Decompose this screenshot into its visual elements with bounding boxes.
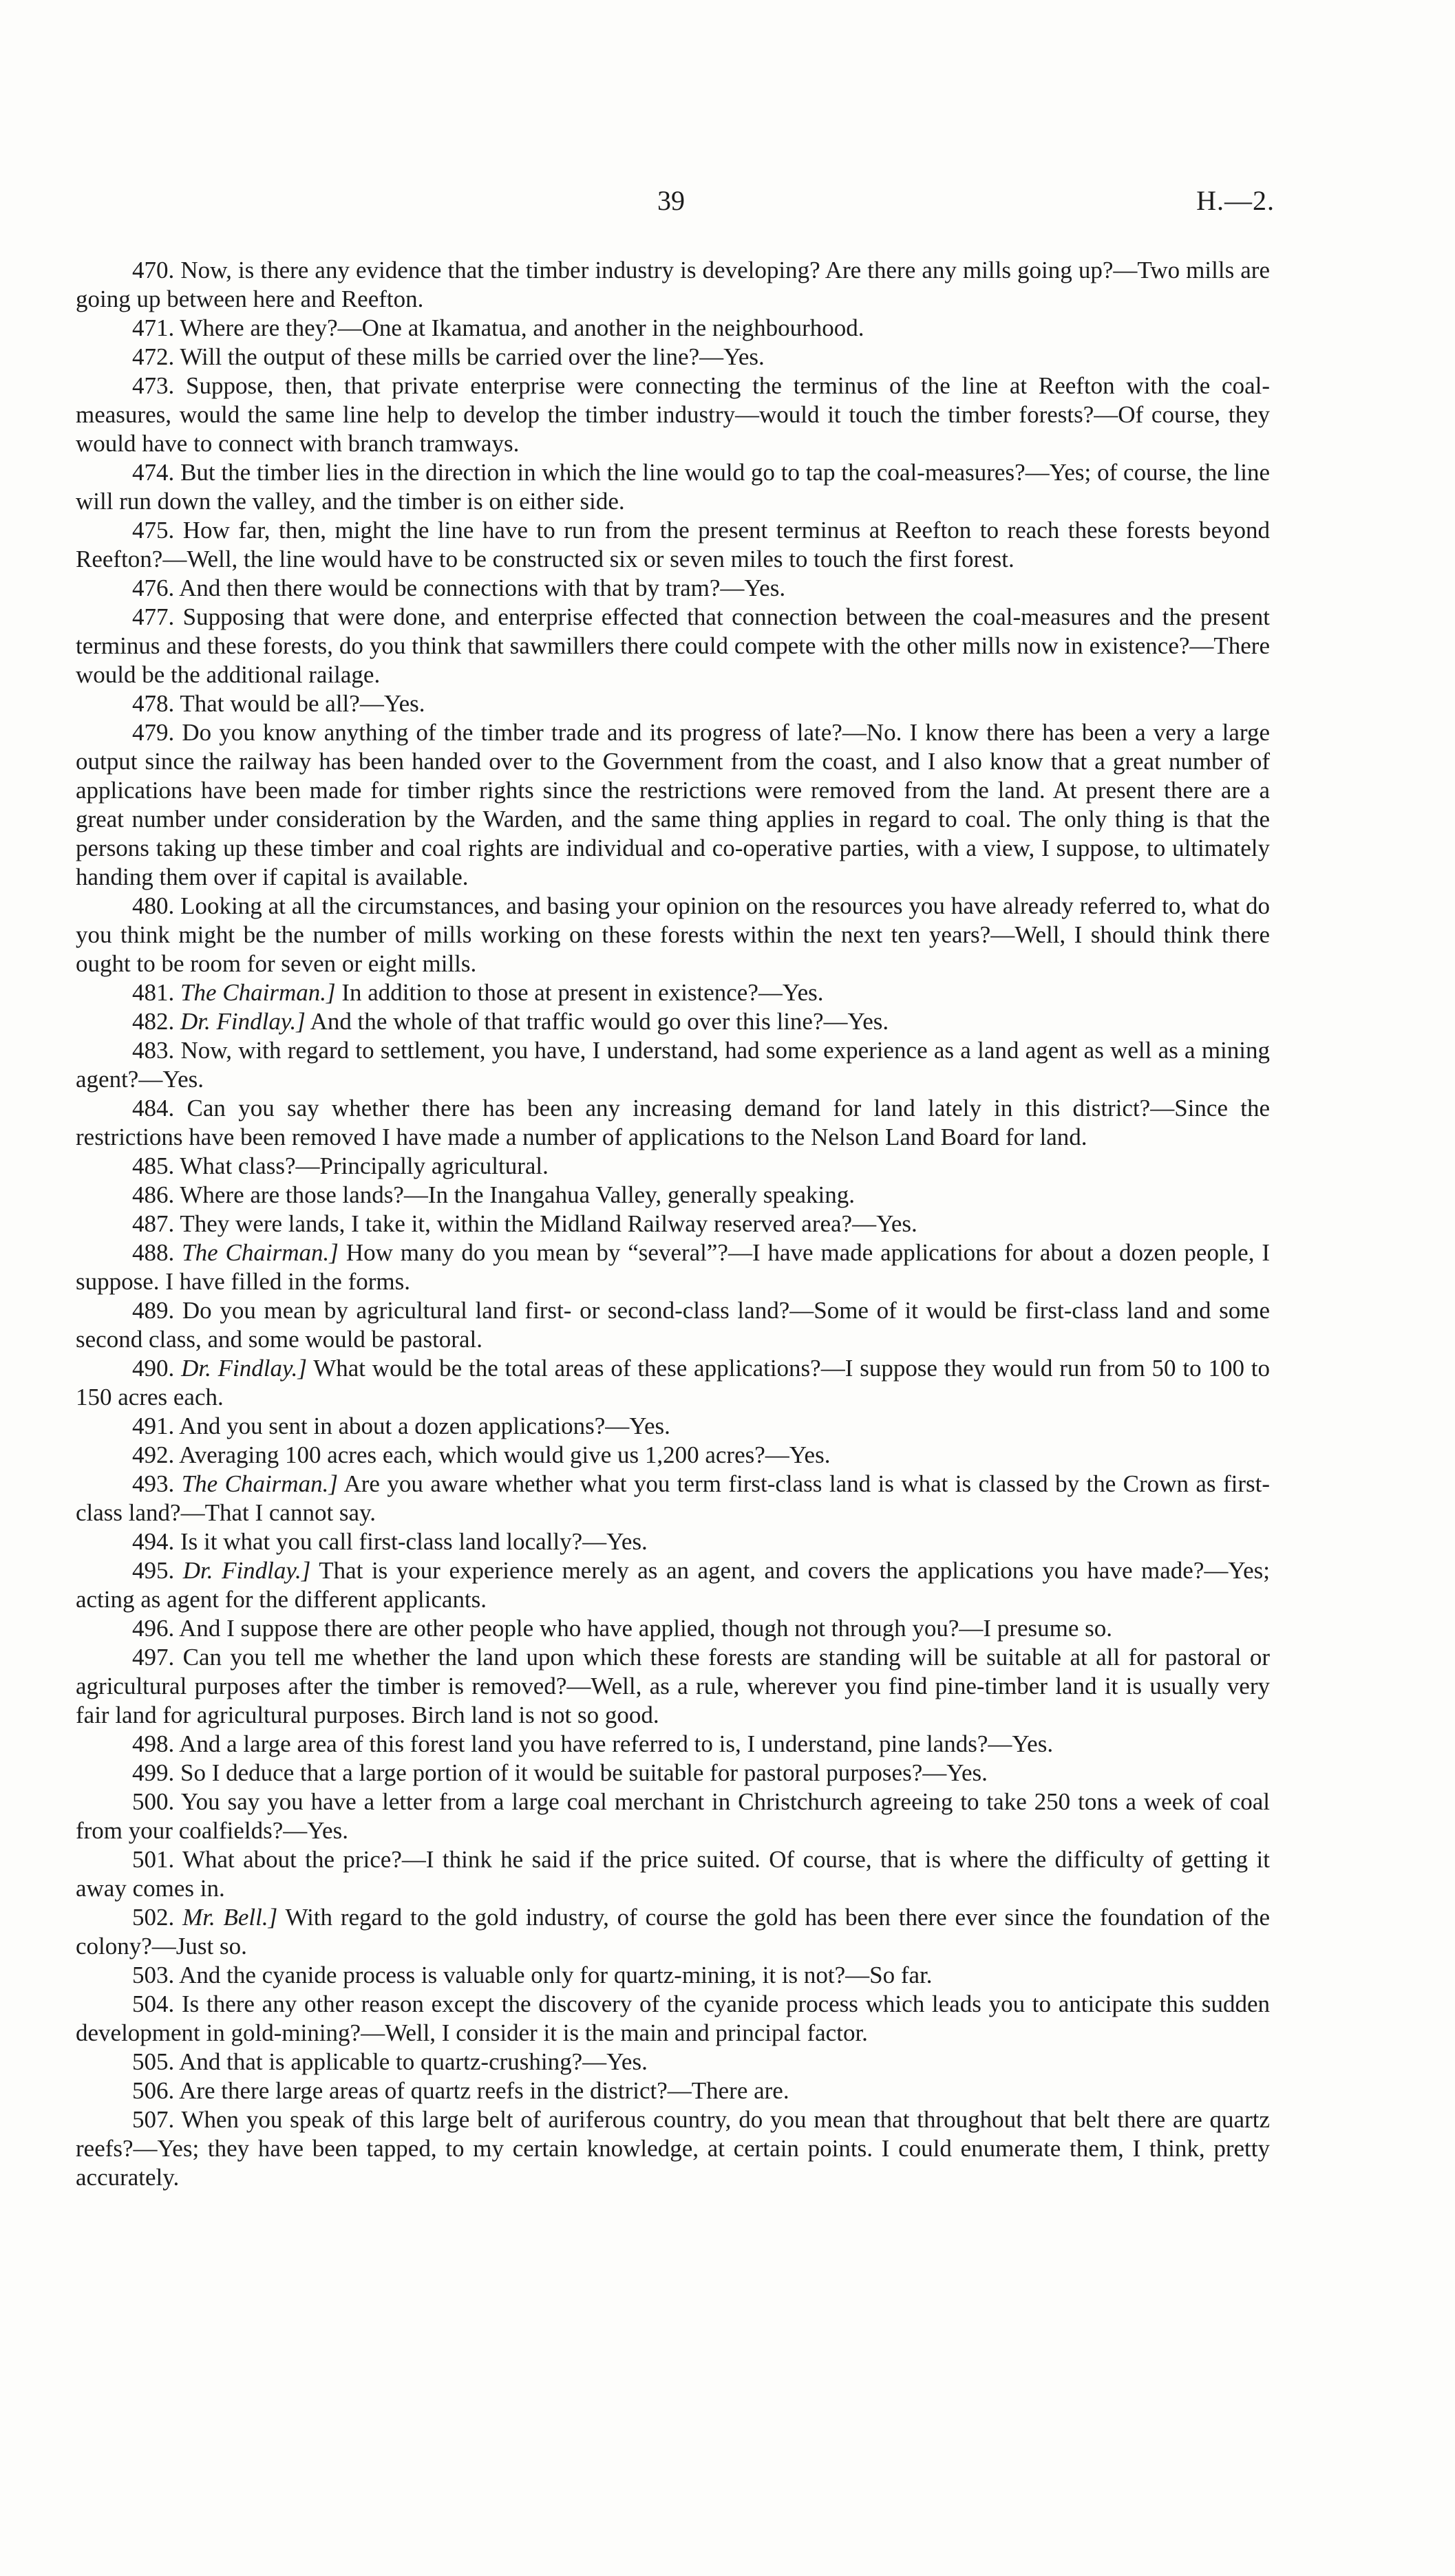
paragraph-number: 492.: [132, 1441, 175, 1468]
paragraph-text: When you speak of this large belt of auriferous country, do you mean that throughout that belt there are quartz reefs?—Yes; they have been tapped, to my certain knowledge, at certain points. I could enumerate them, I think, pretty accurately.: [76, 2106, 1270, 2191]
paragraph-text: So I deduce that a large portion of it would be suitable for pastoral purposes?—Yes.: [180, 1759, 988, 1786]
paragraph-number: 489.: [132, 1297, 175, 1324]
paragraph-text: What class?—Principally agricultural.: [180, 1152, 549, 1179]
paragraph-text: Supposing that were done, and enterprise effected that connection between the coal-measures and the present terminus and these forests, do you think that sawmillers there could compete with the other mills now in existence?—There would be the additional railage.: [76, 603, 1271, 688]
speaker-label: Mr. Bell.]: [182, 1904, 278, 1931]
paragraph-number: 475.: [132, 517, 175, 544]
paragraph-text: And the cyanide process is valuable only for quartz-mining, it is not?—So far.: [179, 1962, 933, 1988]
document-reference: H.—2.: [1196, 185, 1275, 216]
evidence-paragraph-484: [76, 1094, 1270, 1152]
paragraph-number: 498.: [132, 1730, 175, 1757]
paragraph-number: 496.: [132, 1615, 175, 1642]
paragraph-text: Averaging 100 acres each, which would give us 1,200 acres?—Yes.: [179, 1441, 831, 1468]
paragraph-number: 485.: [132, 1152, 175, 1179]
evidence-paragraph-499: [76, 1759, 1270, 1788]
paragraph-number: 490.: [132, 1355, 175, 1382]
paragraph-text: Now, is there any evidence that the timber industry is developing? Are there any mills going up?—Two mills are going up between here and Reefton.: [76, 257, 1271, 312]
paragraph-number: 476.: [132, 575, 175, 601]
page-number: 39: [657, 185, 685, 216]
paragraph-text: Can you say whether there has been any increasing demand for land lately in this district?—Since the restrictions have been removed I have made a number of applications to the Nelson Land Board for land.: [76, 1095, 1271, 1150]
evidence-paragraph-491: [76, 1412, 1270, 1441]
evidence-paragraph-489: [76, 1296, 1270, 1354]
paragraph-number: 499.: [132, 1759, 175, 1786]
paragraph-text: Can you tell me whether the land upon which these forests are standing will be suitable at all for pastoral or agricultural purposes after the timber is removed?—Well, as a rule, wherever you find pine-timber land it is usually very fair land for agricultural purposes. Birch land is not so good.: [76, 1644, 1271, 1728]
paragraph-number: 471.: [132, 314, 175, 341]
evidence-paragraph-493: [76, 1470, 1270, 1527]
evidence-paragraph-490: [76, 1354, 1270, 1412]
paragraph-text: Do you know anything of the timber trade and its progress of late?—No. I know there has been a very a large output since the railway has been handed over to the Government from the coast, and I also know that a great number of applications have been made for timber rights since the restrictions were removed from the land. At present there are a great number under consideration by the Warden, and the same thing applies in regard to coal. The only thing is that the persons taking up these timber and coal rights are individual and co-operative parties, with a view, I suppose, to ultimately handing them over if capital is available.: [76, 719, 1270, 890]
paragraph-text: And a large area of this forest land you have referred to is, I understand, pine lands?—Yes.: [179, 1730, 1054, 1757]
paragraph-number: 501.: [132, 1846, 175, 1873]
speaker-label: Dr. Findlay.]: [182, 1557, 311, 1584]
paragraph-text: And that is applicable to quartz-crushing?—Yes.: [179, 2048, 648, 2075]
evidence-paragraph-494: [76, 1527, 1270, 1556]
paragraph-number: 477.: [132, 603, 175, 630]
paragraph-text: Are you aware whether what you term first-class land is what is classed by the Crown as first-class land?—That I cannot say.: [76, 1470, 1270, 1526]
evidence-paragraph-471: [76, 314, 1270, 343]
paragraph-text: How many do you mean by “several”?—I have made applications for about a dozen people, I suppose. I have filled in the forms.: [76, 1239, 1271, 1295]
paragraph-text: Looking at all the circumstances, and basing your opinion on the resources you have already referred to, what do you think might be the number of mills working on these forests within the next ten years?—Well, I should think there ought to be room for seven or eight mills.: [76, 892, 1270, 977]
evidence-paragraph-477: [76, 603, 1270, 689]
evidence-paragraph-498: [76, 1730, 1270, 1759]
paragraph-text: In addition to those at present in existence?—Yes.: [341, 979, 824, 1006]
evidence-paragraph-497: [76, 1643, 1270, 1730]
paragraph-number: 484.: [132, 1095, 175, 1121]
paragraph-text: What would be the total areas of these applications?—I suppose they would run from 50 to 100 to 150 acres each.: [76, 1355, 1270, 1410]
evidence-paragraph-481: [76, 978, 1270, 1007]
paragraph-text: You say you have a letter from a large coal merchant in Christchurch agreeing to take 250 tons a week of coal from your coalfields?—Yes.: [76, 1788, 1270, 1844]
paragraph-number: 504.: [132, 1990, 175, 2017]
evidence-paragraph-488: [76, 1238, 1270, 1296]
paragraph-number: 495.: [132, 1557, 175, 1584]
paragraph-number: 478.: [132, 690, 175, 717]
paragraph-number: 481.: [132, 979, 175, 1006]
paragraph-number: 472.: [132, 343, 175, 370]
paragraph-number: 505.: [132, 2048, 175, 2075]
paragraph-text: Where are they?—One at Ikamatua, and another in the neighbourhood.: [180, 314, 864, 341]
speaker-label: Dr. Findlay.]: [180, 1008, 306, 1035]
evidence-paragraph-492: [76, 1441, 1270, 1470]
paragraph-text: How far, then, might the line have to run from the present terminus at Reefton to reach these forests beyond Reefton?—Well, the line would have to be constructed six or seven miles to touch the first forest.: [76, 517, 1270, 572]
evidence-paragraph-483: [76, 1036, 1270, 1094]
paragraph-number: 480.: [132, 892, 175, 919]
paragraph-number: 474.: [132, 459, 175, 486]
evidence-paragraph-480: [76, 892, 1270, 978]
evidence-body: [76, 256, 1270, 2192]
evidence-paragraph-496: [76, 1614, 1270, 1643]
evidence-paragraph-503: [76, 1961, 1270, 1990]
paragraph-number: 470.: [132, 257, 175, 283]
paragraph-number: 482.: [132, 1008, 175, 1035]
paragraph-number: 483.: [132, 1037, 175, 1064]
paragraph-text: Do you mean by agricultural land first- or second-class land?—Some of it would be first-class land and some second class, and some would be pastoral.: [76, 1297, 1271, 1353]
paragraph-text: Is it what you call first-class land locally?—Yes.: [180, 1528, 648, 1555]
evidence-paragraph-475: [76, 516, 1270, 574]
paragraph-number: 500.: [132, 1788, 175, 1815]
evidence-paragraph-474: [76, 458, 1270, 516]
evidence-paragraph-485: [76, 1152, 1270, 1181]
evidence-paragraph-479: [76, 718, 1270, 892]
paragraph-number: 494.: [132, 1528, 175, 1555]
evidence-paragraph-472: [76, 343, 1270, 372]
paragraph-text: And I suppose there are other people who have applied, though not through you?—I presume so.: [179, 1615, 1112, 1642]
speaker-label: The Chairman.]: [180, 979, 336, 1006]
evidence-paragraph-495: [76, 1556, 1270, 1614]
evidence-paragraph-487: [76, 1210, 1270, 1238]
evidence-paragraph-482: [76, 1007, 1270, 1036]
page-header: [0, 184, 1455, 226]
evidence-paragraph-500: [76, 1788, 1270, 1845]
evidence-paragraph-478: [76, 689, 1270, 718]
evidence-paragraph-501: [76, 1845, 1270, 1903]
paragraph-text: Is there any other reason except the discovery of the cyanide process which leads you to anticipate this sudden development in gold-mining?—Well, I consider it is the main and principal factor.: [76, 1990, 1270, 2046]
paragraph-number: 493.: [132, 1470, 175, 1497]
paragraph-text: That would be all?—Yes.: [180, 690, 425, 717]
paragraph-text: Where are those lands?—In the Inangahua Valley, generally speaking.: [180, 1181, 855, 1208]
paragraph-text: With regard to the gold industry, of course the gold has been there ever since the foundation of the colony?—Just so.: [76, 1904, 1271, 1960]
paragraph-text: That is your experience merely as an agent, and covers the applications you have made?—Yes; acting as agent for the different applicants.: [76, 1557, 1271, 1613]
paragraph-number: 502.: [132, 1904, 175, 1931]
paragraph-text: Now, with regard to settlement, you have, I understand, had some experience as a land agent as well as a mining agent?—Yes.: [76, 1037, 1270, 1093]
paragraph-text: And then there would be connections with that by tram?—Yes.: [179, 575, 786, 601]
paragraph-number: 491.: [132, 1413, 175, 1439]
evidence-paragraph-505: [76, 2048, 1270, 2076]
evidence-paragraph-502: [76, 1903, 1270, 1961]
evidence-paragraph-507: [76, 2105, 1270, 2192]
paragraph-text: Are there large areas of quartz reefs in the district?—There are.: [179, 2077, 789, 2104]
paragraph-number: 503.: [132, 1962, 175, 1988]
speaker-label: The Chairman.]: [181, 1470, 338, 1497]
paragraph-text: Will the output of these mills be carried over the line?—Yes.: [180, 343, 765, 370]
paragraph-number: 488.: [132, 1239, 175, 1266]
paragraph-number: 473.: [132, 372, 175, 399]
evidence-paragraph-470: [76, 256, 1270, 314]
evidence-paragraph-476: [76, 574, 1270, 603]
paragraph-text: And you sent in about a dozen applications?—Yes.: [179, 1413, 670, 1439]
paragraph-number: 506.: [132, 2077, 175, 2104]
evidence-paragraph-486: [76, 1181, 1270, 1210]
paragraph-number: 486.: [132, 1181, 175, 1208]
evidence-paragraph-473: [76, 372, 1270, 458]
paragraph-text: But the timber lies in the direction in which the line would go to tap the coal-measures?—Yes; of course, the line will run down the valley, and the timber is on either side.: [76, 459, 1270, 515]
paragraph-text: Suppose, then, that private enterprise were connecting the terminus of the line at Reefton with the coal-measures, would the same line help to develop the timber industry—would it touch the timber forests?—Of course, they would have to connect with branch tramways.: [76, 372, 1270, 457]
evidence-paragraph-504: [76, 1990, 1270, 2048]
paragraph-number: 487.: [132, 1210, 175, 1237]
speaker-label: Dr. Findlay.]: [181, 1355, 307, 1382]
paragraph-number: 497.: [132, 1644, 175, 1671]
paragraph-text: And the whole of that traffic would go over this line?—Yes.: [310, 1008, 889, 1035]
paragraph-text: What about the price?—I think he said if the price suited. Of course, that is where the difficulty of getting it away comes in.: [76, 1846, 1270, 1902]
paragraph-text: They were lands, I take it, within the Midland Railway reserved area?—Yes.: [180, 1210, 917, 1237]
paragraph-number: 507.: [132, 2106, 175, 2133]
evidence-paragraph-506: [76, 2076, 1270, 2105]
paragraph-number: 479.: [132, 719, 175, 746]
speaker-label: The Chairman.]: [182, 1239, 339, 1266]
